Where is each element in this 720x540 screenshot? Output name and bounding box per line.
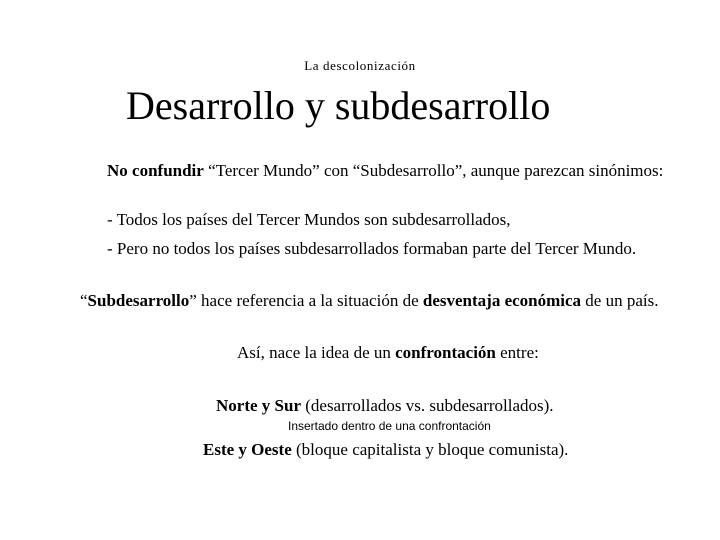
confrontation-pre: Así, nace la idea de un bbox=[237, 343, 396, 362]
north-south-bold: Norte y Sur bbox=[216, 396, 301, 415]
bullet-line-1: - Todos los países del Tercer Mundos son subdesarrollados, bbox=[107, 210, 511, 229]
confrontation-bold: confrontación bbox=[395, 343, 496, 362]
north-south-text: (desarrollados vs. subdesarrollados). bbox=[300, 396, 554, 415]
definition-term: Subdesarrollo bbox=[87, 291, 190, 310]
definition-line bbox=[80, 290, 658, 312]
intro-text: “Tercer Mundo” con “Subdesarrollo”, aunque parezcan sinónimos: bbox=[203, 161, 664, 180]
confrontation-line bbox=[237, 342, 539, 364]
intro-bold: No confundir bbox=[107, 161, 204, 180]
definition-emphasis: desventaja económica bbox=[422, 291, 582, 310]
north-south-line bbox=[216, 395, 554, 417]
definition-end: de un país. bbox=[581, 291, 659, 310]
east-west-bold: Este y Oeste bbox=[203, 440, 292, 459]
slide-subtitle: La descolonización bbox=[304, 58, 416, 73]
definition-text: ” hace referencia a la situación de bbox=[189, 291, 423, 310]
definition-quote: “ bbox=[80, 291, 88, 310]
intro-line bbox=[107, 160, 663, 182]
confrontation-end: entre: bbox=[495, 343, 539, 362]
slide-title: Desarrollo y subdesarrollo bbox=[126, 83, 551, 128]
bullet-line-2: - Pero no todos los países subdesarrollados formaban parte del Tercer Mundo. bbox=[107, 239, 637, 258]
east-west-text: (bloque capitalista y bloque comunista). bbox=[291, 440, 569, 459]
inserted-note: Insertado dentro de una confrontación bbox=[288, 419, 491, 433]
east-west-line bbox=[203, 439, 568, 461]
